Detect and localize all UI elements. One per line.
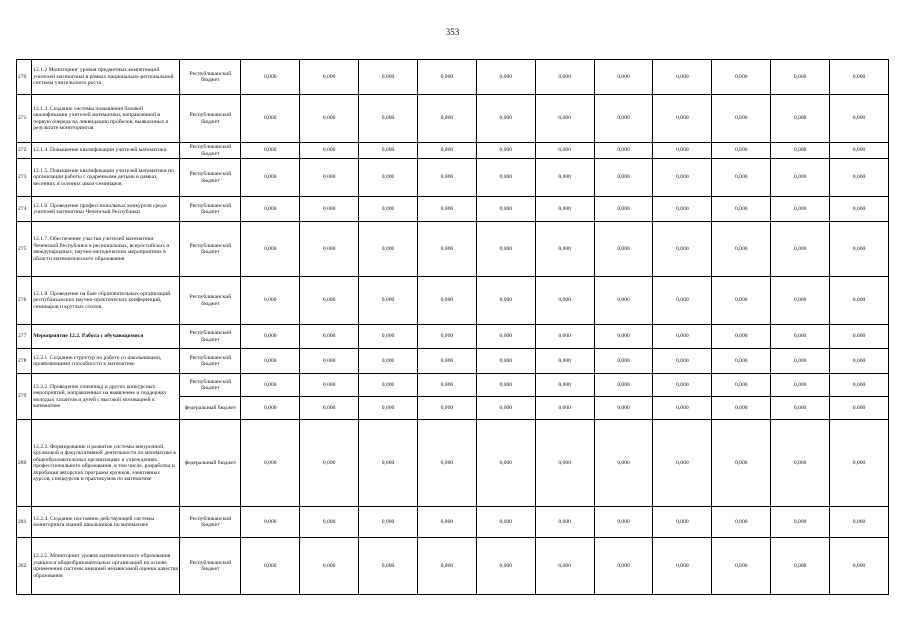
table-row: [17, 349, 889, 374]
amount-cell: 0,000: [712, 374, 771, 397]
amount-cell: 0,000: [241, 95, 300, 143]
amount-cell: 0,000: [417, 60, 476, 95]
amount-cell: 0,000: [476, 159, 535, 197]
amount-cell: 0,000: [830, 374, 889, 397]
amount-cell: 0,000: [771, 159, 830, 197]
row-number: 272: [17, 143, 32, 159]
amount-cell: 0,000: [712, 143, 771, 159]
amount-cell: 0,000: [417, 325, 476, 349]
table-row: [17, 538, 889, 595]
amount-cell: 0,000: [417, 374, 476, 397]
amount-cell: 0,000: [535, 159, 594, 197]
table-row: [17, 507, 889, 538]
amount-cell: 0,000: [712, 538, 771, 595]
activity-description: Мероприятие 12.2. Работа с обучающимися: [32, 325, 180, 349]
row-number: 277: [17, 325, 32, 349]
row-number: 271: [17, 95, 32, 143]
amount-cell: 0,000: [830, 397, 889, 420]
amount-cell: 0,000: [594, 349, 653, 374]
amount-cell: 0,000: [241, 60, 300, 95]
amount-cell: 0,000: [712, 325, 771, 349]
amount-cell: 0,000: [712, 349, 771, 374]
amount-cell: 0,000: [594, 222, 653, 277]
amount-cell: 0,000: [476, 222, 535, 277]
activity-description: 12.2.3. Формирование и развитие системы внеурочной, кружковой и факультативной деятельности по математике в общеобразовательных организациях и учреждениях профессионального образования, в том числе, разработка и апробация авторских программ кружков, элективных курсов, спецкурсов и практикумов по математике: [32, 420, 180, 507]
amount-cell: 0,000: [535, 277, 594, 325]
row-number: 276: [17, 277, 32, 325]
amount-cell: 0,000: [476, 507, 535, 538]
amount-cell: 0,000: [594, 277, 653, 325]
amount-cell: 0,000: [359, 420, 418, 507]
amount-cell: 0,000: [771, 60, 830, 95]
funding-source: Республиканский бюджет: [180, 95, 241, 143]
activity-description: 12.1.2 Мониторинг уровня предметных компетенций учителей математики в рамках национально-региональной системы учительского роста: [32, 60, 180, 95]
table-row: [17, 143, 889, 159]
funding-source: Республиканский бюджет: [180, 60, 241, 95]
amount-cell: 0,000: [241, 538, 300, 595]
amount-cell: 0,000: [476, 277, 535, 325]
amount-cell: 0,000: [771, 222, 830, 277]
amount-cell: 0,000: [653, 538, 712, 595]
amount-cell: 0,000: [653, 507, 712, 538]
table-row: [17, 420, 889, 507]
amount-cell: 0,000: [241, 143, 300, 159]
amount-cell: 0,000: [535, 60, 594, 95]
amount-cell: 0,000: [771, 507, 830, 538]
amount-cell: 0,000: [594, 95, 653, 143]
amount-cell: 0,000: [417, 143, 476, 159]
activity-description: 12.2.2. Проведение олимпиад и других конкурсных мероприятий, направленных на выявление и поддержку молодых талантов и детей с высокой мотивацией к математике: [32, 374, 180, 420]
funding-source: Республиканский бюджет: [180, 277, 241, 325]
amount-cell: 0,000: [830, 349, 889, 374]
amount-cell: 0,000: [712, 397, 771, 420]
row-number: 274: [17, 197, 32, 222]
funding-source: Республиканский бюджет: [180, 222, 241, 277]
amount-cell: 0,000: [417, 538, 476, 595]
amount-cell: 0,000: [300, 507, 359, 538]
amount-cell: 0,000: [594, 60, 653, 95]
amount-cell: 0,000: [241, 374, 300, 397]
amount-cell: 0,000: [241, 349, 300, 374]
activity-description: 12.2.1. Создание структур по работе со школьниками, проявляющими способности к математике: [32, 349, 180, 374]
row-number: 278: [17, 349, 32, 374]
table-row: [17, 325, 889, 349]
amount-cell: 0,000: [712, 197, 771, 222]
amount-cell: 0,000: [653, 222, 712, 277]
funding-source: Республиканский бюджет: [180, 349, 241, 374]
funding-source: Республиканский бюджет: [180, 507, 241, 538]
budget-table: [16, 59, 889, 595]
amount-cell: 0,000: [830, 222, 889, 277]
amount-cell: 0,000: [417, 95, 476, 143]
amount-cell: 0,000: [594, 374, 653, 397]
amount-cell: 0,000: [476, 325, 535, 349]
amount-cell: 0,000: [771, 95, 830, 143]
table-row: [17, 222, 889, 277]
amount-cell: 0,000: [771, 143, 830, 159]
amount-cell: 0,000: [535, 374, 594, 397]
amount-cell: 0,000: [241, 420, 300, 507]
activity-description: 12.1.6. Проведение профессиональных конкурсов среди учителей математики Чеченской Республики: [32, 197, 180, 222]
amount-cell: 0,000: [712, 420, 771, 507]
amount-cell: 0,000: [594, 420, 653, 507]
amount-cell: 0,000: [476, 538, 535, 595]
amount-cell: 0,000: [476, 374, 535, 397]
amount-cell: 0,000: [653, 420, 712, 507]
activity-description: 12.2.4. Создание постоянно действующей системы мониторинга знаний школьников по математике: [32, 507, 180, 538]
amount-cell: 0,000: [535, 325, 594, 349]
amount-cell: 0,000: [241, 325, 300, 349]
amount-cell: 0,000: [771, 374, 830, 397]
table-row: [17, 197, 889, 222]
amount-cell: 0,000: [300, 374, 359, 397]
amount-cell: 0,000: [594, 143, 653, 159]
amount-cell: 0,000: [476, 420, 535, 507]
amount-cell: 0,000: [771, 325, 830, 349]
amount-cell: 0,000: [241, 197, 300, 222]
row-number: 275: [17, 222, 32, 277]
amount-cell: 0,000: [535, 143, 594, 159]
amount-cell: 0,000: [476, 397, 535, 420]
amount-cell: 0,000: [241, 507, 300, 538]
amount-cell: 0,000: [535, 507, 594, 538]
activity-description: 12.1.5. Повышение квалификации учителей математики по организации работы с одаренными детьми в рамках весенних и осенних школ-семинаров: [32, 159, 180, 197]
amount-cell: 0,000: [830, 420, 889, 507]
amount-cell: 0,000: [476, 349, 535, 374]
amount-cell: 0,000: [417, 277, 476, 325]
table-row: [17, 95, 889, 143]
amount-cell: 0,000: [594, 159, 653, 197]
amount-cell: 0,000: [535, 222, 594, 277]
funding-source: федеральный бюджет: [180, 420, 241, 507]
amount-cell: 0,000: [359, 397, 418, 420]
amount-cell: 0,000: [712, 60, 771, 95]
amount-cell: 0,000: [417, 420, 476, 507]
amount-cell: 0,000: [830, 507, 889, 538]
funding-source: Республиканский бюджет: [180, 159, 241, 197]
amount-cell: 0,000: [476, 60, 535, 95]
table-row: [17, 374, 889, 397]
amount-cell: 0,000: [359, 538, 418, 595]
row-number: 282: [17, 538, 32, 595]
amount-cell: 0,000: [653, 397, 712, 420]
row-number: 280: [17, 420, 32, 507]
amount-cell: 0,000: [359, 159, 418, 197]
amount-cell: 0,000: [300, 420, 359, 507]
activity-description: 12.1.3. Создание системы повышения базовой квалификации учителей математики, направленной в первую очередь на ликвидацию пробелов, выявленных в результате мониторингов: [32, 95, 180, 143]
page-number: 353: [445, 27, 460, 37]
amount-cell: 0,000: [771, 420, 830, 507]
amount-cell: 0,000: [712, 95, 771, 143]
amount-cell: 0,000: [417, 397, 476, 420]
amount-cell: 0,000: [300, 325, 359, 349]
amount-cell: 0,000: [712, 222, 771, 277]
amount-cell: 0,000: [241, 277, 300, 325]
amount-cell: 0,000: [594, 197, 653, 222]
amount-cell: 0,000: [712, 159, 771, 197]
amount-cell: 0,000: [653, 277, 712, 325]
amount-cell: 0,000: [417, 222, 476, 277]
amount-cell: 0,000: [653, 159, 712, 197]
amount-cell: 0,000: [535, 397, 594, 420]
amount-cell: 0,000: [653, 325, 712, 349]
amount-cell: 0,000: [359, 197, 418, 222]
amount-cell: 0,000: [300, 143, 359, 159]
amount-cell: 0,000: [417, 159, 476, 197]
amount-cell: 0,000: [300, 197, 359, 222]
amount-cell: 0,000: [712, 507, 771, 538]
amount-cell: 0,000: [771, 538, 830, 595]
amount-cell: 0,000: [359, 277, 418, 325]
amount-cell: 0,000: [594, 538, 653, 595]
table-row: [17, 159, 889, 197]
amount-cell: 0,000: [653, 143, 712, 159]
amount-cell: 0,000: [300, 538, 359, 595]
amount-cell: 0,000: [594, 507, 653, 538]
amount-cell: 0,000: [712, 277, 771, 325]
amount-cell: 0,000: [830, 538, 889, 595]
funding-source: Республиканский бюджет: [180, 538, 241, 595]
amount-cell: 0,000: [300, 95, 359, 143]
amount-cell: 0,000: [830, 325, 889, 349]
amount-cell: 0,000: [830, 277, 889, 325]
amount-cell: 0,000: [535, 95, 594, 143]
amount-cell: 0,000: [417, 507, 476, 538]
amount-cell: 0,000: [359, 222, 418, 277]
table-row: [17, 60, 889, 95]
amount-cell: 0,000: [653, 197, 712, 222]
funding-source: Республиканский бюджет: [180, 374, 241, 397]
amount-cell: 0,000: [359, 507, 418, 538]
amount-cell: 0,000: [476, 143, 535, 159]
amount-cell: 0,000: [771, 277, 830, 325]
amount-cell: 0,000: [830, 60, 889, 95]
amount-cell: 0,000: [594, 397, 653, 420]
table-row: [17, 277, 889, 325]
amount-cell: 0,000: [300, 60, 359, 95]
amount-cell: 0,000: [300, 222, 359, 277]
amount-cell: 0,000: [653, 60, 712, 95]
funding-source: Республиканский бюджет: [180, 325, 241, 349]
activity-description: 12.1.7. Обеспечение участия учителей математики Чеченской Республики в региональных, всероссийских и международных, научно-методических мероприятиях в области математического образования: [32, 222, 180, 277]
amount-cell: 0,000: [830, 143, 889, 159]
amount-cell: 0,000: [535, 420, 594, 507]
funding-source: федеральный бюджет: [180, 397, 241, 420]
row-number: 279: [17, 374, 32, 420]
funding-source: Республиканский бюджет: [180, 197, 241, 222]
activity-description: 12.2.5. Мониторинг уровня математического образования учащихся общеобразовательных организаций на основе применения системы внешней независимой оценки качества образования: [32, 538, 180, 595]
amount-cell: 0,000: [535, 197, 594, 222]
amount-cell: 0,000: [359, 60, 418, 95]
amount-cell: 0,000: [653, 374, 712, 397]
amount-cell: 0,000: [653, 95, 712, 143]
amount-cell: 0,000: [300, 277, 359, 325]
amount-cell: 0,000: [359, 374, 418, 397]
amount-cell: 0,000: [830, 159, 889, 197]
amount-cell: 0,000: [771, 397, 830, 420]
amount-cell: 0,000: [300, 159, 359, 197]
amount-cell: 0,000: [359, 143, 418, 159]
amount-cell: 0,000: [594, 325, 653, 349]
amount-cell: 0,000: [300, 349, 359, 374]
amount-cell: 0,000: [830, 95, 889, 143]
amount-cell: 0,000: [830, 197, 889, 222]
amount-cell: 0,000: [241, 159, 300, 197]
amount-cell: 0,000: [417, 197, 476, 222]
amount-cell: 0,000: [417, 349, 476, 374]
amount-cell: 0,000: [476, 197, 535, 222]
amount-cell: 0,000: [535, 538, 594, 595]
amount-cell: 0,000: [359, 325, 418, 349]
funding-source: Республиканский бюджет: [180, 143, 241, 159]
amount-cell: 0,000: [771, 197, 830, 222]
amount-cell: 0,000: [653, 349, 712, 374]
amount-cell: 0,000: [300, 397, 359, 420]
amount-cell: 0,000: [535, 349, 594, 374]
amount-cell: 0,000: [241, 222, 300, 277]
amount-cell: 0,000: [241, 397, 300, 420]
amount-cell: 0,000: [476, 95, 535, 143]
amount-cell: 0,000: [359, 95, 418, 143]
activity-description: 12.1.8. Проведение на базе образовательных организаций республиканских научно-практических конференций, семинаров и круглых столов,: [32, 277, 180, 325]
row-number: 273: [17, 159, 32, 197]
amount-cell: 0,000: [771, 349, 830, 374]
activity-description: 12.1.4. Повышение квалификации учителей математики: [32, 143, 180, 159]
amount-cell: 0,000: [359, 349, 418, 374]
row-number: 281: [17, 507, 32, 538]
row-number: 270: [17, 60, 32, 95]
